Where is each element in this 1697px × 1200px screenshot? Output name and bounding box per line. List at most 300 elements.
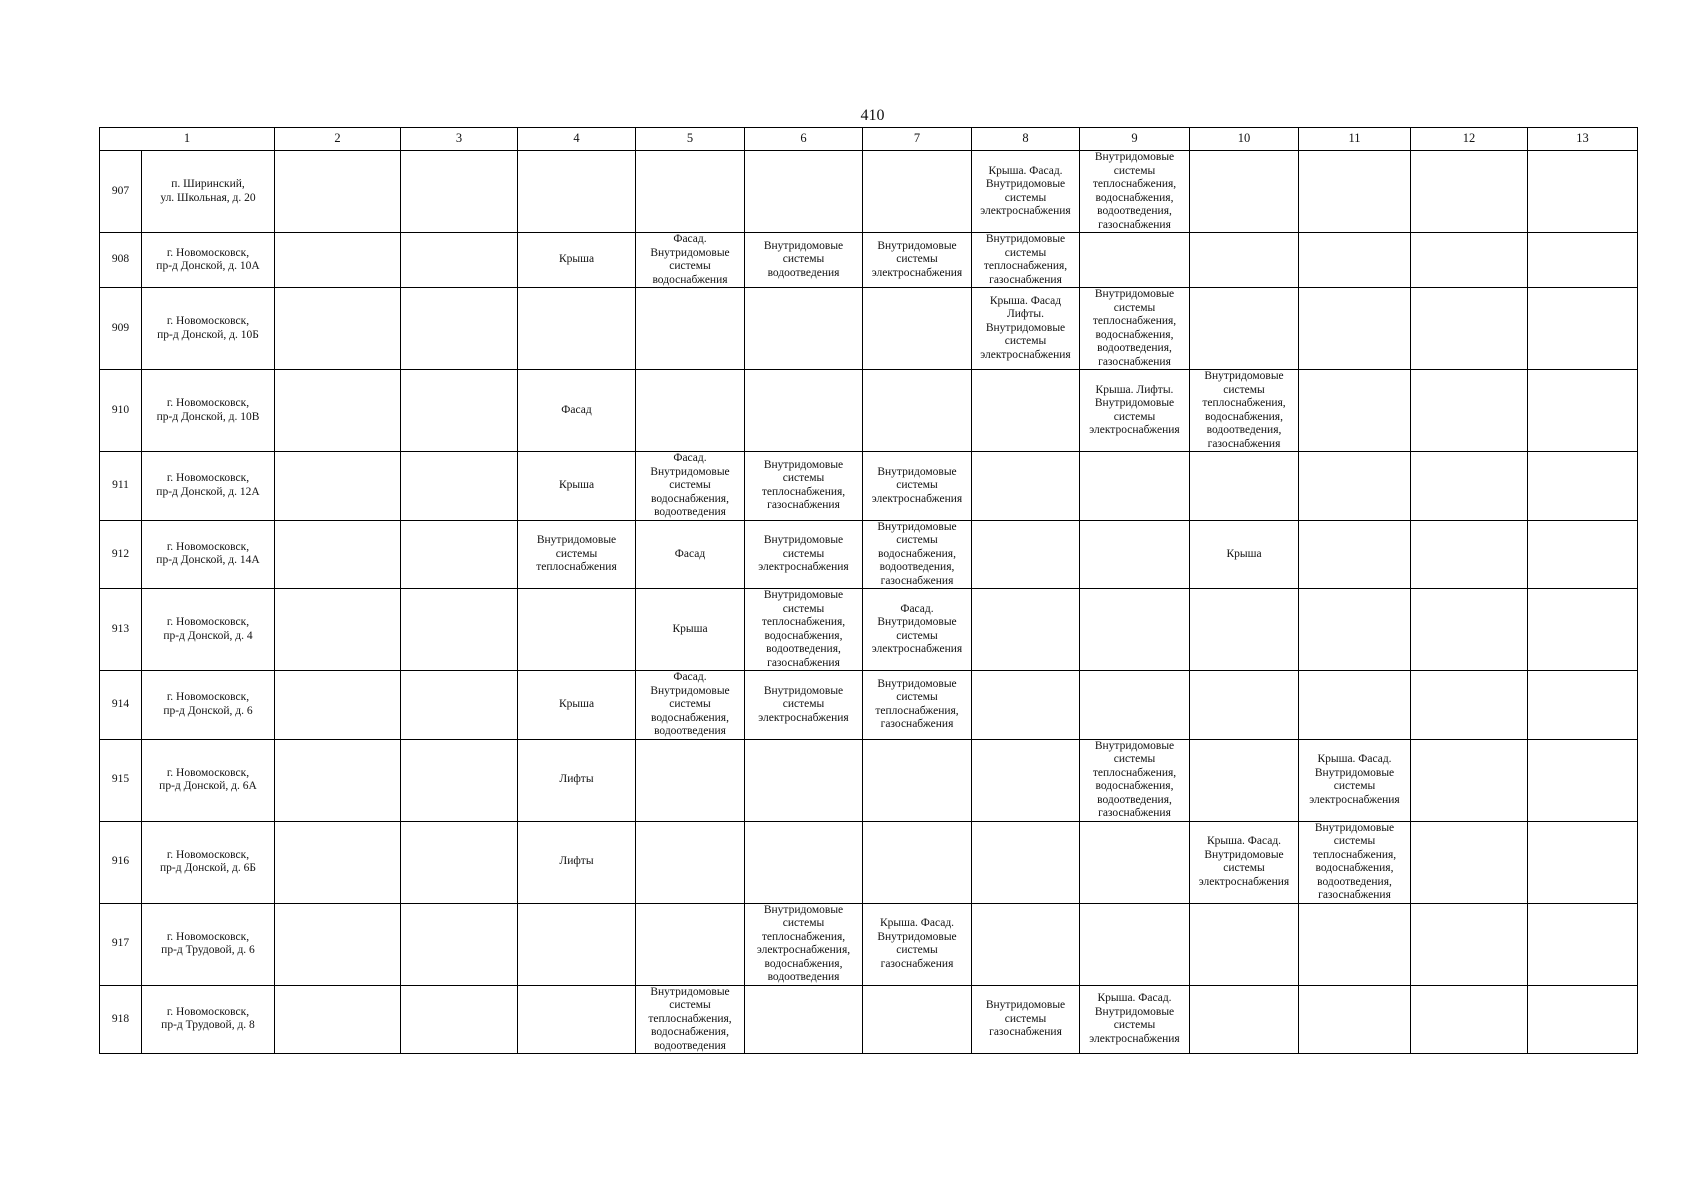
- work-item-line: системы: [669, 260, 711, 272]
- table-row: [100, 903, 1638, 985]
- work-item-line: Внутридомовые: [877, 616, 957, 628]
- address-line: г. Новомосковск,: [166, 540, 250, 553]
- work-cell-col-13: [1528, 370, 1638, 452]
- work-cell-col-2: [275, 151, 401, 233]
- work-item-line: системы: [1333, 780, 1376, 792]
- work-cell-col-2: [275, 233, 401, 288]
- work-cell-col-13: [1528, 985, 1638, 1054]
- work-cell-col-4: [518, 233, 636, 288]
- work-cell-col-5: [636, 288, 745, 370]
- address-cell: [142, 452, 275, 521]
- work-cell-col-10: [1190, 151, 1299, 233]
- work-cell-col-10: [1190, 739, 1299, 821]
- address-cell: [142, 739, 275, 821]
- work-cell-col-4: [518, 903, 636, 985]
- work-item-line: Внутридомовые: [650, 246, 730, 259]
- work-cell-col-9: [1080, 370, 1190, 452]
- work-cell-col-10: [1190, 370, 1299, 452]
- work-cell-col-9: [1080, 452, 1190, 521]
- work-cell-col-8: [972, 370, 1080, 452]
- work-item-line: Крыша. Фасад: [989, 294, 1062, 307]
- work-cell-col-3: [401, 288, 518, 370]
- column-header-12: 12: [1411, 128, 1528, 151]
- work-cell-col-10: [1190, 233, 1299, 288]
- work-item-line: теплоснабжения,: [875, 704, 959, 717]
- table-row: [100, 370, 1638, 452]
- work-cell-col-12: [1411, 452, 1528, 521]
- row-number: 918: [100, 985, 142, 1054]
- work-cell-col-12: [1411, 288, 1528, 370]
- work-item-line: водоотведения,: [1206, 424, 1282, 436]
- column-header-1: 1: [100, 128, 275, 151]
- work-cell-col-7: [863, 288, 972, 370]
- work-item-line: Лифты.: [1006, 308, 1045, 321]
- work-item-line: водоснабжения,: [651, 711, 729, 724]
- work-item-line: системы: [1223, 383, 1265, 396]
- column-header-11: 11: [1299, 128, 1411, 151]
- address-line: г. Новомосковск,: [166, 848, 250, 861]
- work-cell-col-9: [1080, 233, 1190, 288]
- work-item-line: системы: [782, 253, 825, 266]
- work-cell-col-8: [972, 151, 1080, 233]
- address-line: пр-д Трудовой, д. 6: [161, 944, 255, 956]
- work-item-line: электроснабжения: [1089, 424, 1180, 436]
- work-item-line: Внутридомовые: [1094, 151, 1175, 163]
- work-cell-col-7: [863, 985, 972, 1054]
- work-cell-col-10: [1190, 821, 1299, 903]
- work-item-line: Крыша: [672, 622, 708, 635]
- column-header-8: 8: [972, 128, 1080, 151]
- work-item-line: Внутридомовые: [650, 465, 730, 478]
- work-item-line: системы: [896, 629, 938, 642]
- work-cell-col-9: [1080, 903, 1190, 985]
- table-row: [100, 985, 1638, 1054]
- work-item-line: Внутридомовые: [536, 534, 617, 546]
- work-item-line: Внутридомовые: [650, 985, 730, 998]
- work-cell-col-2: [275, 589, 401, 671]
- address-cell: [142, 151, 275, 233]
- work-cell-col-5: [636, 739, 745, 821]
- address-cell: [142, 520, 275, 589]
- work-cell-col-3: [401, 370, 518, 452]
- row-number: 914: [100, 671, 142, 740]
- address-line: г. Новомосковск,: [166, 397, 250, 409]
- work-cell-col-5: [636, 985, 745, 1054]
- address-cell: [142, 985, 275, 1054]
- work-item-line: системы: [896, 479, 938, 491]
- work-item-line: Внутридомовые: [763, 903, 844, 916]
- work-item-line: Крыша. Фасад.: [1097, 992, 1172, 1005]
- address-line: п. Ширинский,: [171, 178, 245, 190]
- work-cell-col-8: [972, 985, 1080, 1054]
- work-item-line: газоснабжения: [989, 273, 1062, 286]
- address-line: пр-д Донской, д. 10В: [156, 410, 260, 423]
- work-cell-col-4: [518, 985, 636, 1054]
- work-item-line: электроснабжения: [871, 266, 963, 279]
- work-cell-col-11: [1299, 452, 1411, 521]
- work-cell-col-8: [972, 288, 1080, 370]
- work-cell-col-3: [401, 739, 518, 821]
- work-item-line: Фасад: [561, 403, 592, 416]
- row-number: 907: [100, 151, 142, 233]
- work-item-line: Внутридомовые: [1314, 821, 1395, 834]
- work-cell-col-5: [636, 452, 745, 521]
- work-item-line: Крыша. Фасад.: [879, 917, 955, 929]
- work-cell-col-13: [1528, 288, 1638, 370]
- work-cell-col-2: [275, 288, 401, 370]
- work-item-line: Внутридомовые: [650, 684, 730, 697]
- address-line: г. Новомосковск,: [166, 315, 250, 327]
- work-item-line: Внутридомовые: [877, 930, 957, 943]
- work-item-line: Внутридомовые: [877, 677, 957, 690]
- work-cell-col-4: [518, 370, 636, 452]
- work-item-line: водоснабжения,: [878, 547, 956, 560]
- work-item-line: Крыша: [558, 698, 595, 710]
- work-item-line: электроснабжения: [871, 643, 963, 655]
- table-body: [100, 128, 1638, 1054]
- work-cell-col-3: [401, 985, 518, 1054]
- work-item-line: системы: [1113, 164, 1156, 177]
- work-cell-col-9: [1080, 288, 1190, 370]
- work-cell-col-2: [275, 985, 401, 1054]
- work-item-line: теплоснабжения,: [1312, 848, 1397, 861]
- work-item-line: Внутридомовые: [763, 534, 844, 546]
- work-cell-col-7: [863, 903, 972, 985]
- work-item-line: Внутридомовые: [877, 520, 957, 533]
- work-item-line: водоотведения,: [1097, 793, 1172, 806]
- work-cell-col-3: [401, 903, 518, 985]
- work-item-line: Лифты: [559, 855, 594, 868]
- work-cell-col-3: [401, 452, 518, 521]
- work-cell-col-10: [1190, 589, 1299, 671]
- work-item-line: газоснабжения: [880, 718, 954, 731]
- work-cell-col-6: [745, 233, 863, 288]
- work-item-line: водоотведения: [654, 1039, 726, 1052]
- work-cell-col-12: [1411, 985, 1528, 1054]
- table-row: [100, 671, 1638, 740]
- work-item-line: Внутридомовые: [763, 589, 844, 601]
- work-item-line: водоснабжения,: [651, 492, 729, 505]
- work-item-line: системы: [782, 472, 825, 485]
- work-item-line: газоснабжения: [1098, 355, 1171, 368]
- work-item-line: газоснабжения: [767, 499, 840, 512]
- work-cell-col-4: [518, 589, 636, 671]
- work-cell-col-9: [1080, 985, 1190, 1054]
- address-cell: [142, 370, 275, 452]
- work-cell-col-13: [1528, 821, 1638, 903]
- work-cell-col-6: [745, 151, 863, 233]
- work-cell-col-8: [972, 589, 1080, 671]
- work-item-line: газоснабжения: [1207, 437, 1281, 450]
- work-item-line: водоотведения,: [1317, 875, 1392, 888]
- work-cell-col-12: [1411, 903, 1528, 985]
- work-item-line: водоснабжения,: [764, 957, 843, 970]
- work-item-line: системы: [1113, 1019, 1156, 1032]
- work-cell-col-9: [1080, 520, 1190, 589]
- work-item-line: Крыша: [558, 253, 595, 266]
- address-cell: [142, 821, 275, 903]
- work-cell-col-13: [1528, 452, 1638, 521]
- column-header-6: 6: [745, 128, 863, 151]
- work-item-line: системы: [1333, 835, 1376, 847]
- row-number: 911: [100, 452, 142, 521]
- work-cell-col-7: [863, 821, 972, 903]
- work-item-line: электроснабжения: [1309, 793, 1400, 806]
- work-cell-col-3: [401, 520, 518, 589]
- address-line: пр-д Донской, д. 12А: [156, 485, 260, 498]
- work-cell-col-5: [636, 589, 745, 671]
- work-cell-col-7: [863, 151, 972, 233]
- work-item-line: Внутридомовые: [877, 465, 957, 478]
- work-cell-col-13: [1528, 520, 1638, 589]
- work-item-line: Крыша. Фасад.: [1206, 835, 1282, 847]
- work-item-line: газоснабжения: [880, 574, 954, 587]
- work-item-line: системы: [896, 253, 938, 266]
- work-cell-col-2: [275, 520, 401, 589]
- address-line: пр-д Донской, д. 6Б: [160, 862, 256, 874]
- work-item-line: системы: [1113, 301, 1156, 314]
- work-cell-col-5: [636, 903, 745, 985]
- work-cell-col-8: [972, 233, 1080, 288]
- work-cell-col-8: [972, 520, 1080, 589]
- work-cell-col-4: [518, 671, 636, 740]
- work-cell-col-11: [1299, 370, 1411, 452]
- address-cell: [142, 671, 275, 740]
- work-cell-col-8: [972, 903, 1080, 985]
- work-item-line: Фасад.: [673, 671, 707, 683]
- work-item-line: водоснабжения,: [1095, 328, 1174, 341]
- work-item-line: системы: [1113, 753, 1156, 765]
- work-cell-col-5: [636, 233, 745, 288]
- work-item-line: системы: [1113, 410, 1156, 423]
- work-cell-col-2: [275, 671, 401, 740]
- work-cell-col-4: [518, 739, 636, 821]
- work-cell-col-6: [745, 671, 863, 740]
- column-header-4: 4: [518, 128, 636, 151]
- work-cell-col-11: [1299, 903, 1411, 985]
- work-cell-col-7: [863, 589, 972, 671]
- work-cell-col-11: [1299, 288, 1411, 370]
- work-item-line: теплоснабжения,: [983, 260, 1068, 272]
- work-item-line: электроснабжения: [980, 205, 1071, 217]
- work-cell-col-8: [972, 671, 1080, 740]
- row-number: 917: [100, 903, 142, 985]
- work-item-line: системы: [669, 999, 711, 1011]
- work-item-line: Фасад.: [900, 602, 934, 615]
- column-header-9: 9: [1080, 128, 1190, 151]
- work-cell-col-2: [275, 452, 401, 521]
- row-number: 915: [100, 739, 142, 821]
- work-item-line: водоснабжения,: [1095, 780, 1174, 792]
- work-cell-col-13: [1528, 233, 1638, 288]
- work-item-line: системы: [1004, 246, 1047, 259]
- address-line: г. Новомосковск,: [166, 766, 250, 779]
- work-item-line: Крыша: [1226, 547, 1262, 560]
- address-line: пр-д Донской, д. 10Б: [157, 328, 259, 341]
- work-item-line: теплоснабжения,: [761, 485, 846, 498]
- work-cell-col-3: [401, 589, 518, 671]
- page-number: 410: [860, 107, 885, 124]
- work-cell-col-4: [518, 452, 636, 521]
- work-cell-col-3: [401, 233, 518, 288]
- row-number: 909: [100, 288, 142, 370]
- work-item-line: системы: [782, 547, 825, 560]
- address-line: г. Новомосковск,: [166, 246, 250, 259]
- table-row: [100, 452, 1638, 521]
- work-item-line: Внутридомовые: [1204, 848, 1284, 861]
- work-cell-col-6: [745, 370, 863, 452]
- work-item-line: теплоснабжения,: [761, 930, 846, 943]
- work-item-line: Внутридомовые: [1204, 370, 1284, 382]
- work-cell-col-6: [745, 589, 863, 671]
- work-cell-col-10: [1190, 671, 1299, 740]
- work-cell-col-7: [863, 739, 972, 821]
- work-item-line: Крыша. Фасад.: [1317, 753, 1392, 765]
- work-item-line: газоснабжения: [989, 1026, 1062, 1038]
- work-item-line: системы: [896, 944, 938, 956]
- work-cell-col-13: [1528, 151, 1638, 233]
- table-row: [100, 821, 1638, 903]
- table-row: [100, 739, 1638, 821]
- work-item-line: Крыша: [558, 479, 595, 491]
- address-line: пр-д Донской, д. 10А: [156, 260, 260, 272]
- table-row: [100, 520, 1638, 589]
- work-cell-col-13: [1528, 739, 1638, 821]
- work-item-line: Внутридомовые: [763, 684, 844, 697]
- work-item-line: теплоснабжения: [536, 561, 617, 573]
- work-cell-col-7: [863, 520, 972, 589]
- work-item-line: водоотведения,: [766, 643, 841, 655]
- work-item-line: Фасад: [674, 547, 706, 560]
- work-item-line: системы: [782, 698, 825, 710]
- work-item-line: Внутридомовые: [763, 239, 844, 252]
- work-cell-col-10: [1190, 520, 1299, 589]
- work-item-line: водоснабжения: [652, 273, 728, 286]
- work-cell-col-8: [972, 452, 1080, 521]
- address-line: пр-д Донской, д. 4: [163, 629, 253, 642]
- work-cell-col-2: [275, 739, 401, 821]
- work-cell-col-5: [636, 821, 745, 903]
- work-cell-col-6: [745, 452, 863, 521]
- work-cell-col-10: [1190, 985, 1299, 1054]
- work-cell-col-4: [518, 821, 636, 903]
- work-item-line: Внутридомовые: [1094, 739, 1175, 752]
- address-line: г. Новомосковск,: [166, 472, 250, 485]
- work-item-line: электроснабжения,: [756, 944, 851, 956]
- work-item-line: водоотведения: [767, 266, 840, 279]
- work-item-line: водоснабжения,: [1315, 862, 1394, 874]
- work-item-line: теплоснабжения,: [761, 616, 846, 628]
- work-item-line: водоотведения,: [1097, 342, 1172, 354]
- work-item-line: Фасад.: [673, 452, 707, 464]
- work-cell-col-11: [1299, 233, 1411, 288]
- work-item-line: электроснабжения: [1198, 875, 1290, 888]
- work-item-line: системы: [1004, 1012, 1047, 1025]
- work-cell-col-9: [1080, 589, 1190, 671]
- work-item-line: электроснабжения: [980, 348, 1071, 361]
- work-item-line: Крыша. Лифты.: [1095, 383, 1174, 396]
- work-cell-col-6: [745, 520, 863, 589]
- work-cell-col-12: [1411, 671, 1528, 740]
- work-item-line: системы: [782, 917, 825, 929]
- work-cell-col-11: [1299, 520, 1411, 589]
- work-item-line: теплоснабжения,: [1092, 178, 1177, 190]
- work-item-line: водоснабжения,: [764, 629, 843, 642]
- work-item-line: электроснабжения: [758, 711, 849, 724]
- row-number: 910: [100, 370, 142, 452]
- work-item-line: газоснабжения: [880, 957, 954, 970]
- work-item-line: водоснабжения,: [1095, 191, 1174, 204]
- work-cell-col-12: [1411, 739, 1528, 821]
- work-cell-col-5: [636, 151, 745, 233]
- work-cell-col-11: [1299, 739, 1411, 821]
- repair-schedule-table: [99, 127, 1638, 1054]
- work-cell-col-12: [1411, 589, 1528, 671]
- address-line: ул. Школьная, д. 20: [160, 191, 256, 204]
- work-cell-col-13: [1528, 671, 1638, 740]
- work-cell-col-9: [1080, 739, 1190, 821]
- work-item-line: Крыша. Фасад.: [988, 164, 1063, 177]
- work-item-line: Внутридомовые: [985, 233, 1066, 245]
- work-cell-col-3: [401, 671, 518, 740]
- work-item-line: водоснабжения,: [651, 1026, 729, 1038]
- address-line: пр-д Донской, д. 6: [163, 704, 253, 717]
- work-item-line: теплоснабжения,: [1202, 397, 1286, 409]
- work-item-line: Внутридомовые: [1094, 397, 1175, 409]
- work-item-line: водоотведения,: [879, 561, 955, 573]
- work-cell-col-13: [1528, 589, 1638, 671]
- work-cell-col-10: [1190, 903, 1299, 985]
- work-item-line: водоотведения: [767, 971, 840, 983]
- address-line: г. Новомосковск,: [166, 930, 250, 943]
- work-cell-col-4: [518, 288, 636, 370]
- work-item-line: водоотведения: [654, 506, 726, 518]
- work-cell-col-7: [863, 233, 972, 288]
- work-cell-col-7: [863, 671, 972, 740]
- work-item-line: Лифты: [559, 773, 594, 786]
- row-number: 913: [100, 589, 142, 671]
- work-cell-col-9: [1080, 821, 1190, 903]
- work-item-line: газоснабжения: [1318, 889, 1391, 901]
- work-cell-col-11: [1299, 821, 1411, 903]
- work-item-line: системы: [555, 547, 598, 560]
- work-item-line: Внутридомовые: [985, 999, 1066, 1011]
- work-cell-col-5: [636, 671, 745, 740]
- address-line: пр-д Трудовой, д. 8: [161, 1019, 255, 1032]
- work-cell-col-12: [1411, 151, 1528, 233]
- work-cell-col-2: [275, 370, 401, 452]
- work-cell-col-5: [636, 370, 745, 452]
- work-item-line: газоснабжения: [767, 656, 840, 669]
- work-cell-col-12: [1411, 233, 1528, 288]
- work-cell-col-6: [745, 985, 863, 1054]
- work-cell-col-10: [1190, 288, 1299, 370]
- work-cell-col-11: [1299, 589, 1411, 671]
- work-item-line: электроснабжения: [1089, 1032, 1180, 1045]
- work-item-line: Внутридомовые: [1314, 766, 1395, 779]
- address-line: г. Новомосковск,: [166, 616, 250, 628]
- work-cell-col-2: [275, 821, 401, 903]
- work-item-line: Внутридомовые: [877, 239, 957, 252]
- work-item-line: системы: [1004, 335, 1047, 348]
- column-header-13: 13: [1528, 128, 1638, 151]
- work-cell-col-6: [745, 821, 863, 903]
- row-number: 916: [100, 821, 142, 903]
- table-row: [100, 233, 1638, 288]
- work-item-line: Внутридомовые: [1094, 1005, 1175, 1018]
- work-cell-col-9: [1080, 671, 1190, 740]
- work-item-line: газоснабжения: [1098, 218, 1171, 231]
